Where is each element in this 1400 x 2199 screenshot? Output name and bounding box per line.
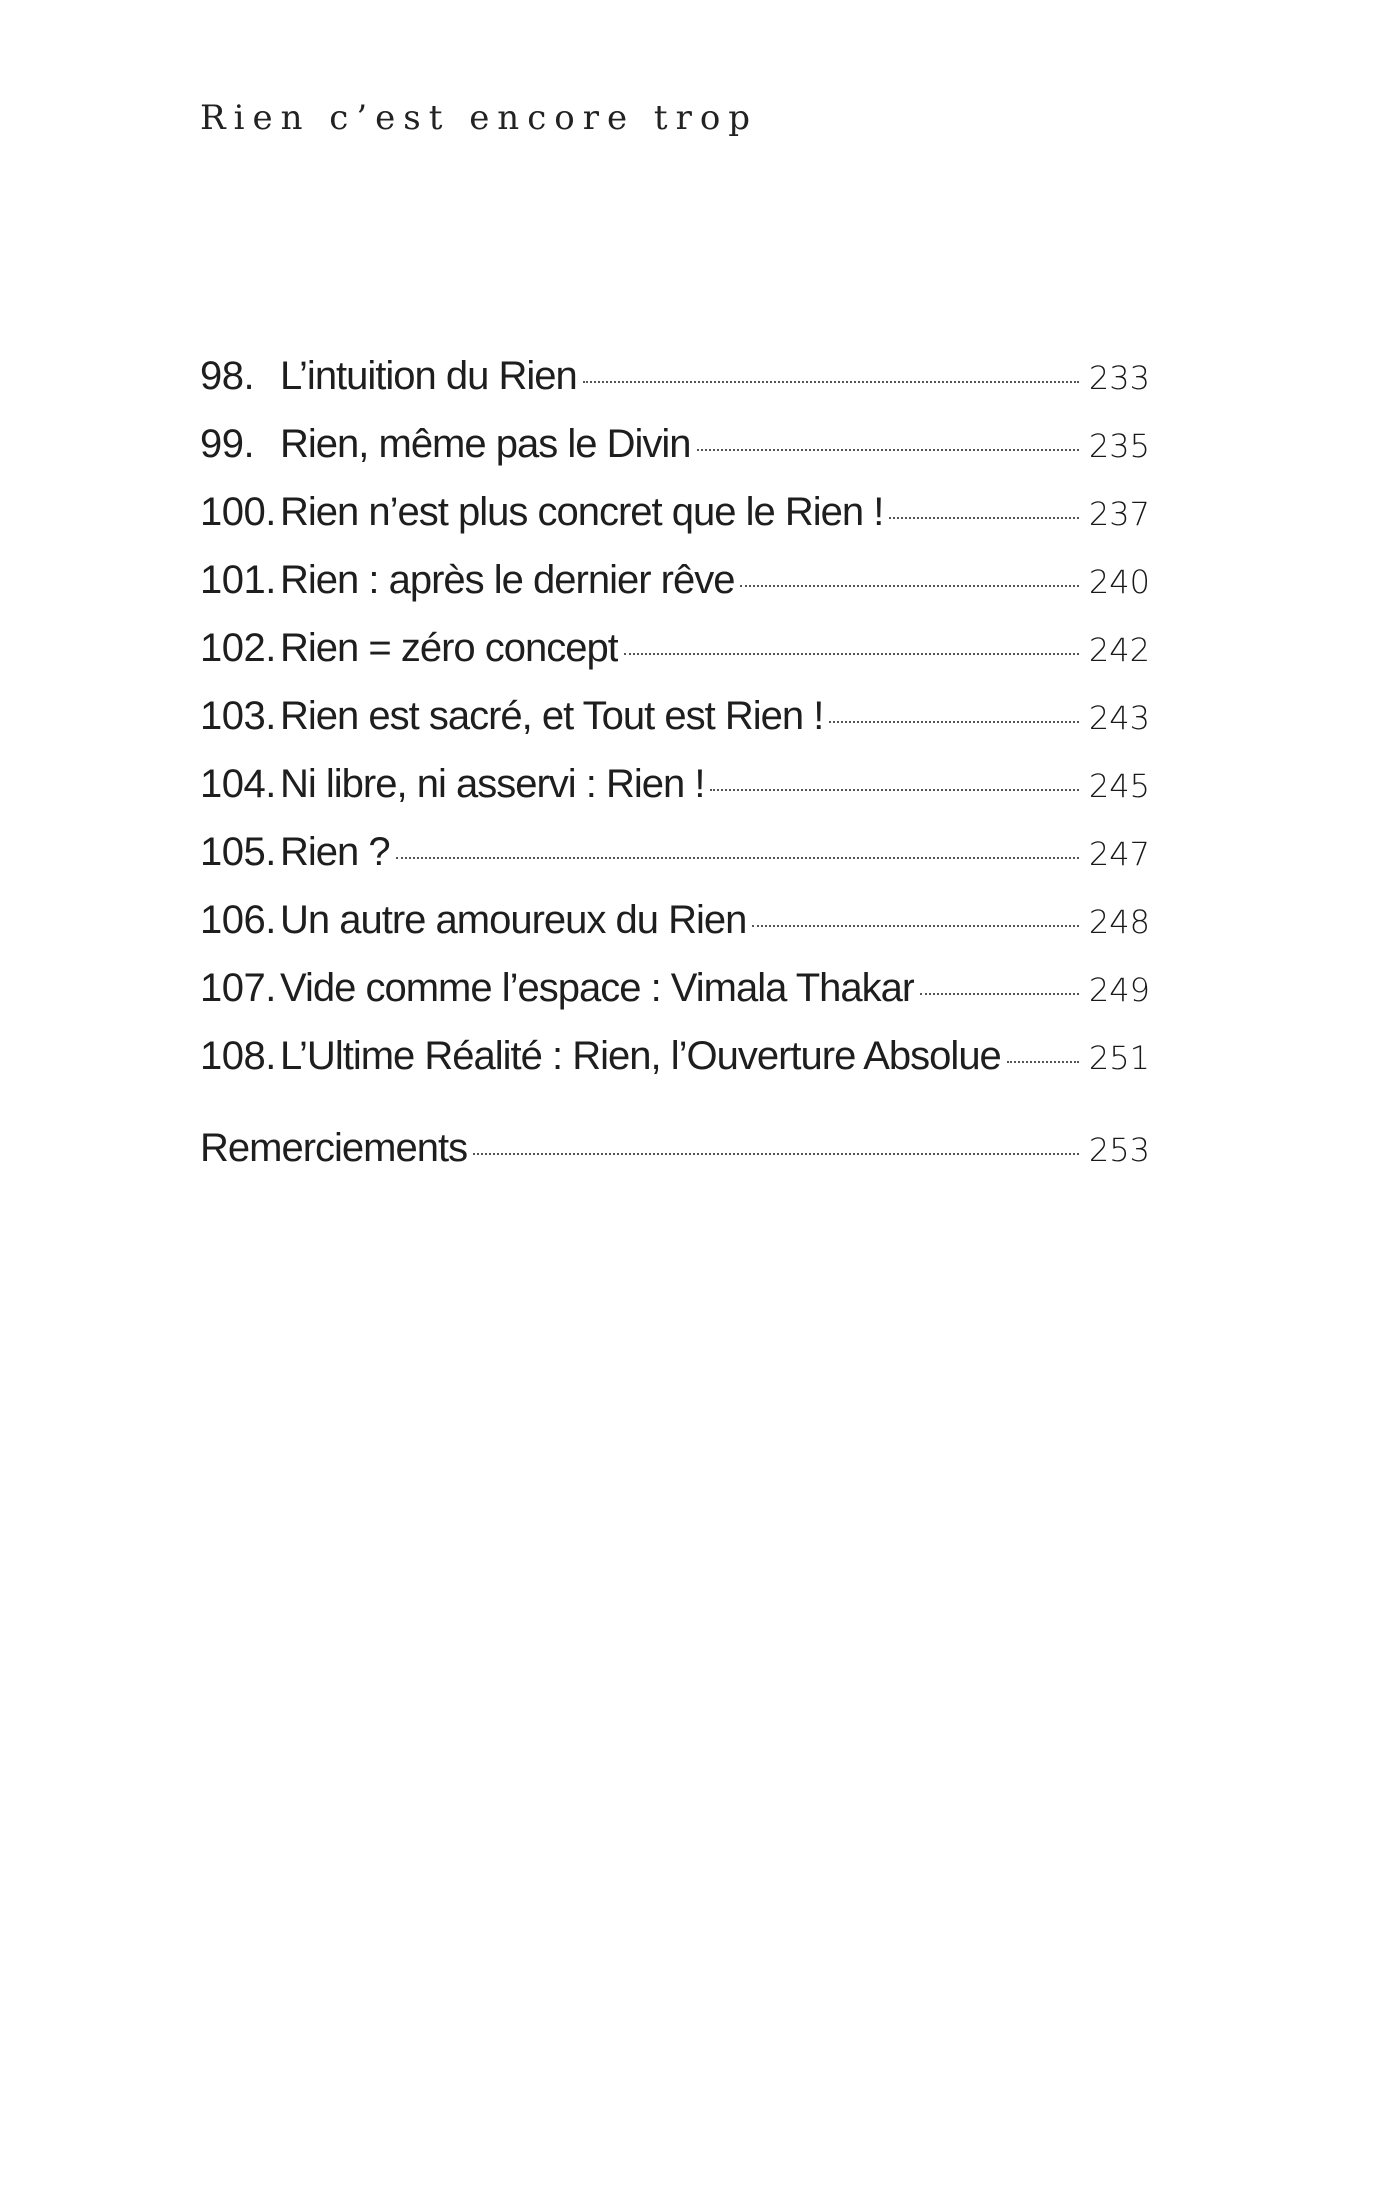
toc-entry[interactable]: [200, 1022, 1150, 1090]
dot-leader: [752, 925, 1079, 927]
dot-leader: [710, 789, 1078, 791]
toc-entry-title: Un autre amoureux du Rien: [280, 898, 747, 942]
toc-entry-title: Vide comme l’espace : Vimala Thakar: [280, 966, 915, 1010]
dot-leader: [740, 585, 1078, 587]
dot-leader: [697, 449, 1079, 451]
toc-entry[interactable]: [200, 818, 1150, 886]
toc-entry-number: 101.: [200, 558, 276, 602]
dot-leader: [473, 1153, 1079, 1155]
toc-entry-number: 104.: [200, 762, 276, 806]
toc-entry-number: 100.: [200, 490, 276, 534]
toc-entry-page: 248: [1088, 903, 1150, 941]
toc-entry-remerciements[interactable]: [200, 1114, 1150, 1182]
toc-entry-number: 102.: [200, 626, 276, 670]
toc-entry[interactable]: [200, 342, 1150, 410]
toc-entry[interactable]: [200, 410, 1150, 478]
toc-entry-page: 235: [1088, 427, 1150, 465]
toc-entry[interactable]: [200, 614, 1150, 682]
toc-entry-page: 249: [1088, 971, 1150, 1009]
toc-entry[interactable]: [200, 682, 1150, 750]
toc-entry-number: 107.: [200, 966, 276, 1010]
toc-entry[interactable]: [200, 546, 1150, 614]
toc-entry-title: Rien est sacré, et Tout est Rien !: [280, 694, 824, 738]
toc-entry-page: 247: [1088, 835, 1150, 873]
toc-entry-number: 103.: [200, 694, 276, 738]
toc-entry-title: Rien ?: [280, 830, 390, 874]
toc-entry-title: Rien : après le dernier rêve: [280, 558, 735, 602]
dot-leader: [624, 653, 1079, 655]
dot-leader: [889, 517, 1079, 519]
dot-leader: [396, 857, 1079, 859]
toc-entry-page: 237: [1088, 495, 1150, 533]
toc-entry[interactable]: [200, 478, 1150, 546]
toc-entry-page: 240: [1088, 563, 1150, 601]
toc-entry-title: L’intuition du Rien: [280, 354, 577, 398]
toc-entry-page: 253: [1088, 1131, 1150, 1169]
toc-entry[interactable]: [200, 750, 1150, 818]
table-of-contents: [200, 342, 1150, 1182]
toc-entry-number: 108.: [200, 1034, 276, 1078]
toc-entry-page: 242: [1088, 631, 1150, 669]
toc-entry-title: L’Ultime Réalité : Rien, l’Ouverture Absolue: [280, 1034, 1001, 1078]
toc-entry-number: 98.: [200, 354, 255, 398]
toc-entry-page: 251: [1088, 1039, 1150, 1077]
toc-entry-page: 245: [1088, 767, 1150, 805]
toc-entry-number: 105.: [200, 830, 276, 874]
dot-leader: [583, 381, 1079, 383]
toc-entry-title: Rien, même pas le Divin: [280, 422, 691, 466]
toc-entry-title: Remerciements: [200, 1126, 468, 1170]
toc-entry-number: 106.: [200, 898, 276, 942]
dot-leader: [1007, 1061, 1079, 1063]
toc-entry-page: 233: [1088, 359, 1150, 397]
dot-leader: [829, 721, 1079, 723]
toc-entry[interactable]: [200, 886, 1150, 954]
toc-entry-number: 99.: [200, 422, 255, 466]
toc-entry-title: Rien = zéro concept: [280, 626, 618, 670]
toc-entry-title: Rien n’est plus concret que le Rien !: [280, 490, 884, 534]
toc-entry[interactable]: [200, 954, 1150, 1022]
running-header: Rien c’est encore trop: [200, 98, 759, 138]
dot-leader: [920, 993, 1079, 995]
toc-entry-page: 243: [1088, 699, 1150, 737]
toc-entry-title: Ni libre, ni asservi : Rien !: [280, 762, 705, 806]
